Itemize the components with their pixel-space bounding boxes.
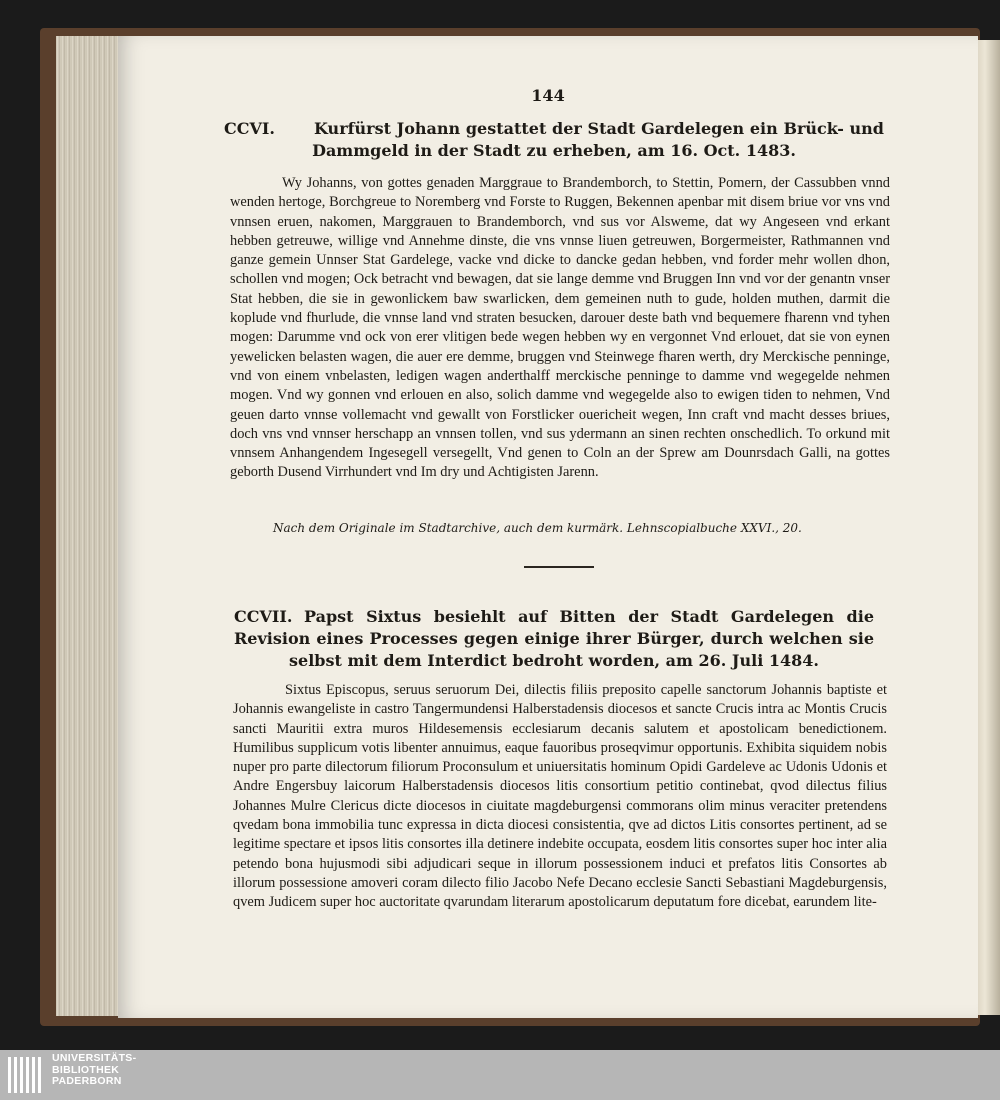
page-number: 144 bbox=[531, 86, 565, 105]
section-heading-ccvii bbox=[234, 606, 874, 672]
library-logo-icon bbox=[6, 1053, 48, 1097]
page-edges-left bbox=[56, 36, 122, 1016]
page-edges-right bbox=[975, 40, 1000, 1015]
library-footer-bar bbox=[0, 1050, 1000, 1100]
logo-line-1: UNIVERSITÄTS- bbox=[52, 1052, 137, 1064]
section-number: CCVI. bbox=[224, 119, 275, 138]
section-title: Kurfürst Johann gestattet der Stadt Gardelegen ein Brück- und Dammgeld in der Stadt zu erheben, am 16. Oct. 1483. bbox=[312, 119, 884, 160]
section-body-ccvi: Wy Johanns, von gottes genaden Marggraue to Brandemborch, to Stettin, Pomern, der Cassubben vnnd wenden hertoge, Borchgreue to Noremberg vnd Forste to Ruggen, Bekennen apenbar mit disem briue vor vns vnd vnnsen eruen, nakomen, Marggrauen to Brandemborch, vnd sus vor Alsweme, dat wy Angeseen vnd erkant hebben getreuwe, willige vnd Annehme dinste, die vns vnnse liuen getreuwen, Borgermeister, Rathmannen vnd ganze gemein Unnser Stat Gardelege, vacke vnd dicke to dancke gedan hebben, vnd forder mehr wollen dhon, schollen vnd mogen; Ock betracht vnd bewagen, dat sie lange demme vnd Bruggen Inn vnd vor der genantn vnser Stat hebben, die sie in gewonlickem baw swarlicken, dem gemeinen nuth to gude, holden muthen, darmit die koplude vnd fhurlude, die vnnse land vnd straten besucken, darouer deste bath vnd bequemere fharenn vnd tyhen mogen: Darumme vnd ock von erer vlitigen bede wegen hebben wy en vergonnet Vnd erlouet, dat sie von eynen yewelicken belasten wagen, die auer ere demme, bruggen vnd Steinwege fharen werth, dry Merckische penninge, vnd von einem vnbelasten, ledigen wagen anderthalff merckische penninge to damme vnd wegegelde nehmen mogen. Vnd wy gonnen vnd erlouen en also, solich damme vnd wegegelde also to ewigen tiden to nehmen, Vnd geuen darto vnnse vollemacht vnd gewallt von Forstlicker ouericheit wegen, Inn craft vnd macht desses briues, doch vns vnd vnnser herschapp an vnnsen tollen, vnd sus ydermann an sinen rechten onschedlich. To orkund mit vnnsem Anhangendem Ingesegell versegellt, Vnd genen to Coln an der Sprew am Dounrsdach Galli, na gottes geborth Dusend Virrhundert vnd Im dry und Achtigisten Jarenn. bbox=[230, 175, 890, 481]
source-note: Nach dem Originale im Stadtarchive, auch dem kurmärk. Lehnscopialbuche XXVI., 20. bbox=[273, 521, 802, 535]
library-logo-text bbox=[52, 1053, 136, 1088]
logo-line-3: PADERBORN bbox=[52, 1075, 122, 1087]
section-heading-ccvi bbox=[224, 118, 884, 162]
book-page bbox=[118, 36, 978, 1018]
section-number: CCVII. bbox=[234, 607, 293, 626]
section-title: Papst Sixtus besiehlt auf Bitten der Stadt Gardelegen die Revision eines Processes gegen einige ihrer Bürger, durch welchen sie selbst mit dem Interdict bedroht worden, am 26. Juli 1484. bbox=[234, 607, 874, 670]
logo-line-2: BIBLIOTHEK bbox=[52, 1063, 120, 1076]
section-divider bbox=[524, 566, 594, 568]
section-body-ccvii: Sixtus Episcopus, seruus seruorum Dei, dilectis filiis preposito capelle sanctorum Johannis baptiste et Johannis ewangeliste in castro Tangermundensi Halberstadensis diocesos et sancte Crucis intra ac Montis Crucis sancti Mauritii extra muros Hildesemensis ecclesiarum decanis salutem et apostolicam benedictionem. Humilibus supplicum votis libenter annuimus, eaque fauoribus proseqvimur opportunis. Exhibita siquidem nobis nuper pro parte dilectorum filiorum Proconsulum et uniuersitatis hominum Opidi Gardeleve ac Udonis Udonis et Andre Engersbuy laicorum Halberstadensis diocesos litis consortium petitio continebat, qvod dilectus filius Johannes Mulre Clericus dicte diocesos in ciuitate magdeburgensi commorans olim minus veraciter pretendens qvedam bona immobilia tunc expressa in dicta diocesi consistentia, qve ad dictos Litis consortes pertinent, ad se legitime spectare et ipsos litis consortes illa detinere indebite occupata, eosdem litis consortes super hoc inter alia petendo bona hujusmodi sibi adjudicari seque in illorum possessionem induci et prefatos litis Consortes ab illorum possessione amoveri coram dilecto filio Jacobo Nefe Decano ecclesie Sancti Sebastiani Magdeburgensis, qvem Judicem super hoc auctoritate qvarundam literarum apostolicarum deputatum fore dicebat, earundem lite- bbox=[233, 682, 887, 911]
